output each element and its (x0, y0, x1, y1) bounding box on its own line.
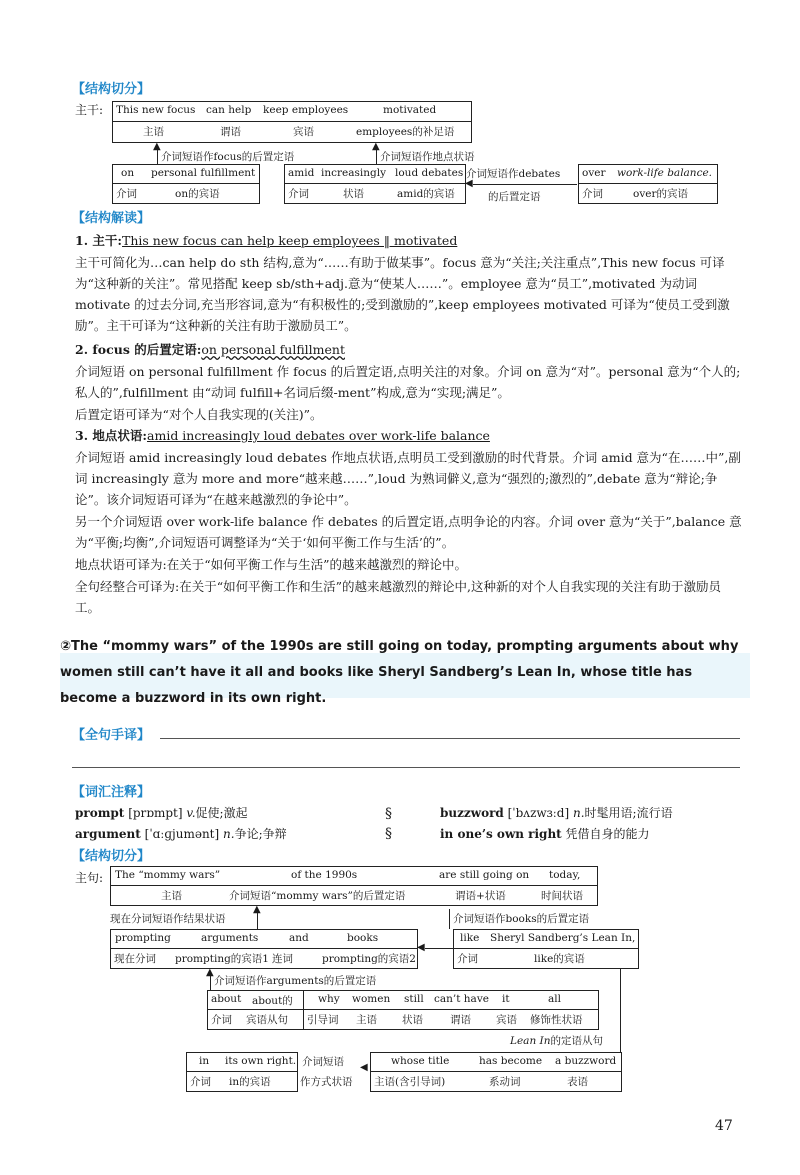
word-all: all (548, 993, 561, 1005)
translation-label: 【全句手译】 (72, 728, 151, 743)
divider (579, 183, 717, 184)
vocab-pos: v. (186, 806, 196, 820)
diagram-box-main-clause (110, 866, 598, 906)
note-phrase-1: 介词短语 (302, 1056, 344, 1068)
role-in-object: in的宾语 (229, 1076, 271, 1088)
main-clause-label: 主干: (75, 103, 104, 117)
paragraph-3: 后置定语可译为“对个人自我实现的(关注)”。 (75, 407, 323, 422)
connector-line (157, 150, 158, 164)
connector-line (210, 976, 211, 990)
role-prep: 介词 (211, 1014, 232, 1026)
role-object-2: prompting的宾语2 (322, 953, 416, 965)
role-prep: 介词 (457, 953, 478, 965)
word-books: books (347, 932, 379, 944)
word-in: in (199, 1055, 210, 1067)
diagram-box-main (112, 101, 472, 143)
word-work-life-balance: work-life balance. (617, 167, 713, 179)
word-its-own-right: its own right. (225, 1055, 297, 1067)
role-prep: 介词 (582, 188, 603, 200)
vocab-item-in-own-right (440, 825, 650, 842)
role-amid-object: amid的宾语 (397, 188, 455, 200)
role-object-clause: 宾语从句 (246, 1014, 288, 1026)
role-like-object: like的宾语 (534, 953, 585, 965)
up-arrow-icon: ▲ (153, 141, 161, 152)
word-today: today, (549, 869, 581, 881)
word-subject: The “mommy wars” (115, 869, 221, 881)
role-prep: 介词 (116, 188, 137, 200)
word-increasingly: increasingly (321, 167, 387, 179)
sentence-2: ②The “mommy wars” of the 1990s are still going on today, prompting arguments about why women still can’t have it all and books like Sheryl Sandberg’s Lean In, whose title has become a buzzword in its own right. (60, 639, 739, 706)
role-modifier: 修饰性状语 (530, 1014, 583, 1026)
role-time: 时间状语 (541, 890, 583, 902)
divider (187, 1071, 297, 1072)
role-linking-verb: 系动词 (489, 1076, 521, 1088)
word-women: women (352, 993, 391, 1005)
heading-1-text: This new focus can help keep employees ‖ motivated (122, 233, 458, 248)
word-why: why (318, 993, 340, 1005)
word-a-buzzword: a buzzword (555, 1055, 617, 1067)
connector-line (473, 184, 577, 185)
word-of-phrase: of the 1990s (291, 869, 358, 881)
left-arrow-icon: ◀ (465, 178, 473, 189)
vocab-item-prompt (75, 804, 248, 821)
word-and: and (289, 932, 309, 944)
note-phrase-2: 作方式状语 (300, 1076, 353, 1088)
role-adverbial: 状语 (402, 1014, 423, 1026)
heading-3-text: amid increasingly loud debates over work-life balance (147, 428, 490, 443)
role-on-object: on的宾语 (175, 188, 220, 200)
heading-2 (75, 340, 345, 358)
word-lean-in: Sheryl Sandberg’s Lean In, (490, 932, 636, 944)
vocab-pos: n. (573, 806, 585, 820)
spiral-divider-icon: § (385, 806, 392, 822)
note-result-adverbial: 现在分词短语作结果状语 (110, 913, 226, 925)
role-subject: 主语 (356, 1014, 377, 1026)
diagram-box-why-clause (303, 990, 599, 1030)
vocab-meaning: 时髦用语;流行语 (584, 806, 673, 820)
divider (285, 183, 465, 184)
section-title-split-2: 【结构切分】 (72, 849, 151, 864)
heading-3 (75, 426, 490, 444)
answer-line-1[interactable] (160, 738, 740, 739)
note-debates-attr-2: 的后置定语 (488, 191, 541, 203)
paragraph-5: 另一个介词短语 over work-life balance 作 debates 的后置定语,点明争论的内容。介词 over 意为“关于”,balance 意为“平衡;均衡”,介词短语可调整译为“关于‘如何平衡工作与生活’的”。 (75, 514, 742, 550)
word-predicate: can help (206, 104, 252, 116)
page-number: 47 (715, 1118, 733, 1134)
role-introducer: 引导词 (307, 1014, 339, 1026)
role-subject: 主语 (161, 890, 182, 902)
word-fulfillment: personal fulfillment (151, 167, 256, 179)
word-arguments: arguments (201, 932, 259, 944)
role-over-object: over的宾语 (633, 188, 688, 200)
up-arrow-icon: ▲ (206, 967, 214, 978)
connector-line (376, 150, 377, 164)
main-clause-label: 主句: (75, 871, 104, 885)
vocab-item-argument (75, 825, 287, 842)
word-still: still (404, 993, 424, 1005)
word-over: over (582, 167, 606, 179)
section-title-split-1: 【结构切分】 (72, 82, 151, 97)
divider (304, 1009, 598, 1010)
left-arrow-icon: ◀ (417, 942, 425, 953)
paragraph-1: 主干可简化为…can help do sth 结构,意为“……有助于做某事”。focus 意为“关注;关注重点”,This new focus 可译为“这种新的关注”。常见搭配 keep sb/sth+adj.意为“使某人……”。employee 意为“员工”,motivated 为动词 motivate 的过去分词,充当形容词,意为“有积极性的;受到激励的”,keep employees motivated 可译为“使员工受到激励”。主干可译为“这种新的关注有助于激励员工”。 (75, 255, 730, 333)
role-subject: 主语(含引导词) (374, 1076, 446, 1088)
vocab-word: in one’s own right (440, 827, 562, 841)
paragraph-2: 介词短语 on personal fulfillment 作 focus 的后置定语,点明关注的对象。介词 on 意为“对”。personal 意为“个人的;私人的”,fulfillment 由“动词 fulfill+名词后缀-ment”构成,意为“实现;满足”。 (75, 364, 741, 400)
word-predicate: are still going on (439, 869, 530, 881)
up-arrow-icon: ▲ (372, 141, 380, 152)
role-predicate: 谓语 (220, 126, 241, 138)
role-prep: 介词 (190, 1076, 211, 1088)
role-predicative: 表语 (567, 1076, 588, 1088)
word-complement: motivated (383, 104, 437, 116)
word-whose-title: whose title (391, 1055, 450, 1067)
word-amid: amid (288, 167, 315, 179)
role-conjunction: 连词 (272, 953, 293, 965)
diagram-box-in-phrase (186, 1052, 298, 1092)
up-arrow-icon: ▲ (253, 904, 261, 915)
heading-2-text: on personal fulfillment (201, 342, 345, 357)
section-title-analysis: 【结构解读】 (72, 211, 151, 226)
paragraph-7: 全句经整合可译为:在关于“如何平衡工作和生活”的越来越激烈的辩论中,这种新的对个人自我实现的关注有助于激励员工。 (75, 579, 721, 615)
role-prep: 介词 (288, 188, 309, 200)
heading-1-label: 1. 主干: (75, 233, 123, 248)
answer-line-2[interactable] (72, 767, 740, 768)
vocab-meaning: 凭借自身的能力 (565, 827, 650, 841)
vocab-ipa: [ˈbʌzwɜːd] (507, 806, 570, 820)
connector-line (620, 968, 621, 1052)
word-about: about (211, 993, 242, 1005)
heading-2-label: 2. focus 的后置定语: (75, 342, 202, 357)
vocab-word: argument (75, 827, 141, 841)
note-books-attributive: 介词短语作books的后置定语 (453, 913, 590, 925)
diagram-box-on-phrase (112, 164, 260, 204)
connector-line (257, 913, 258, 929)
role-subject: 主语 (143, 126, 164, 138)
vocab-ipa: [prɒmpt] (128, 806, 183, 820)
divider (113, 183, 259, 184)
role-predicate: 谓语+状语 (455, 890, 506, 902)
heading-3-label: 3. 地点状语: (75, 428, 148, 443)
word-cant-have: can’t have (434, 993, 489, 1005)
connector-line (425, 948, 453, 949)
word-about-obj: about的 (252, 995, 293, 1007)
role-predicate: 谓语 (450, 1014, 471, 1026)
note-debates-attr-1: 介词短语作debates (466, 168, 561, 180)
diagram-box-over-phrase (578, 164, 718, 204)
paragraph-6: 地点状语可译为:在关于“如何平衡工作与生活”的越来越激烈的辩论中。 (75, 557, 467, 572)
word-has-become: has become (479, 1055, 543, 1067)
word-loud-debates: loud debates (395, 167, 464, 179)
word-subject: This new focus (116, 104, 196, 116)
note-arguments-attributive: 介词短语作arguments的后置定语 (214, 975, 377, 987)
note-focus-attributive: 介词短语作focus的后置定语 (161, 151, 295, 163)
vocab-word: prompt (75, 806, 125, 820)
heading-1 (75, 231, 457, 249)
connector-line (449, 909, 450, 929)
role-complement: employees的补足语 (356, 126, 455, 138)
word-it: it (502, 993, 510, 1005)
role-object: 宾语 (496, 1014, 517, 1026)
divider (208, 1009, 304, 1010)
role-adverb: 状语 (343, 188, 364, 200)
diagram-box-like-phrase (453, 929, 639, 969)
divider (371, 1071, 621, 1072)
left-arrow-icon: ◀ (360, 1062, 368, 1073)
note-lean-in-clause: Lean In的定语从句 (510, 1035, 603, 1047)
role-participle: 现在分词 (114, 953, 156, 965)
divider (113, 121, 471, 122)
vocab-meaning: 促使;激起 (195, 806, 248, 820)
section-title-vocab: 【词汇注释】 (72, 785, 151, 800)
spiral-divider-icon: § (385, 826, 392, 842)
divider (111, 948, 417, 949)
word-prompting: prompting (115, 932, 171, 944)
diagram-box-prompting (110, 929, 418, 969)
diagram-box-about (207, 990, 305, 1030)
role-object-1: prompting的宾语1 (175, 953, 269, 965)
diagram-box-whose-clause (370, 1052, 622, 1092)
word-like: like (460, 932, 480, 944)
vocab-meaning: 争论;争辩 (234, 827, 287, 841)
role-object: 宾语 (293, 126, 314, 138)
word-object: keep employees (263, 104, 349, 116)
paragraph-4: 介词短语 amid increasingly loud debates 作地点状语,点明员工受到激励的时代背景。介词 amid 意为“在……中”,副词 increasingly 意为 more and more“越来越……”,loud 为熟词僻义,意为“强烈的;激烈的”,debate 意为“辩论;争论”。该介词短语可译为“在越来越激烈的争论中”。 (75, 450, 741, 507)
divider (454, 948, 638, 949)
divider (111, 885, 597, 886)
note-place-adverbial: 介词短语作地点状语 (380, 151, 475, 163)
diagram-box-amid-phrase (284, 164, 466, 204)
vocab-item-buzzword (440, 804, 673, 821)
word-on: on (121, 167, 135, 179)
vocab-word: buzzword (440, 806, 504, 820)
vocab-ipa: [ˈɑːɡjumənt] (144, 827, 220, 841)
vocab-pos: n. (223, 827, 235, 841)
role-of-phrase: 介词短语“mommy wars”的后置定语 (229, 890, 406, 902)
